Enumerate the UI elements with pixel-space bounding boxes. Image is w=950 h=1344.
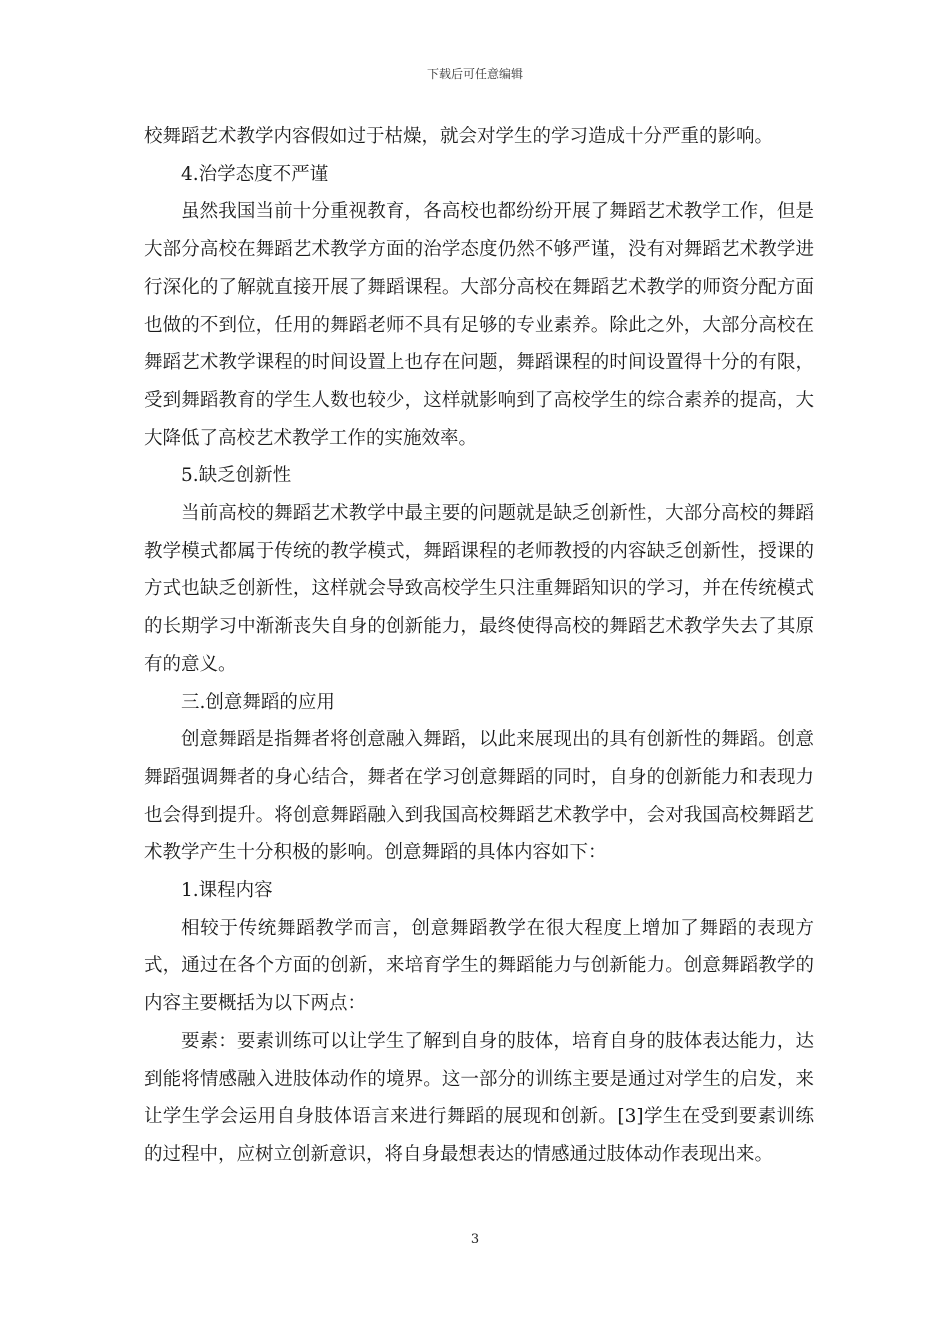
section-heading-5: 5.缺乏创新性 [181,465,292,487]
paragraph-elements: 要素：要素训练可以让学生了解到自身的肢体，培育自身的肢体表达能力，达到能将情感融入进肢体动作的境界。这一部分的训练主要是通过对学生的启发，来让学生学会运用自身肢体语言来进行舞蹈的展现和创新。[3]学生在受到要素训练的过程中，应树立创新意识，将自身最想表达的情感通过肢体动作表现出来。 [144,1030,814,1165]
paragraph-innovation: 当前高校的舞蹈艺术教学中最主要的问题就是缺乏创新性，大部分高校的舞蹈教学模式都属于传统的教学模式，舞蹈课程的老师教授的内容缺乏创新性，授课的方式也缺乏创新性，这样就会导致高校学生只注重舞蹈知识的学习，并在传统模式的长期学习中渐渐丧失自身的创新能力，最终使得高校的舞蹈艺术教学失去了其原有的意义。 [144,503,814,675]
paragraph-attitude: 虽然我国当前十分重视教育，各高校也都纷纷开展了舞蹈艺术教学工作，但是大部分高校在舞蹈艺术教学方面的治学态度仍然不够严谨，没有对舞蹈艺术教学进行深化的了解就直接开展了舞蹈课程。大部分高校在舞蹈艺术教学的师资分配方面也做的不到位，任用的舞蹈老师不具有足够的专业素养。除此之外，大部分高校在舞蹈艺术教学课程的时间设置上也存在问题，舞蹈课程的时间设置得十分的有限，受到舞蹈教育的学生人数也较少，这样就影响到了高校学生的综合素养的提高，大大降低了高校艺术教学工作的实施效率。 [144,201,814,449]
page-number: 3 [470,1232,480,1247]
paragraph-creative-dance: 创意舞蹈是指舞者将创意融入舞蹈，以此来展现出的具有创新性的舞蹈。创意舞蹈强调舞者的身心结合，舞者在学习创意舞蹈的同时，自身的创新能力和表现力也会得到提升。将创意舞蹈融入到我国高校舞蹈艺术教学中，会对我国高校舞蹈艺术教学产生十分积极的影响。创意舞蹈的具体内容如下： [144,729,814,864]
paragraph-continuation: 校舞蹈艺术教学内容假如过于枯燥，就会对学生的学习造成十分严重的影响。 [144,126,774,147]
chapter-heading-3: 三.创意舞蹈的应用 [181,691,335,713]
paragraph-course-content: 相较于传统舞蹈教学而言，创意舞蹈教学在很大程度上增加了舞蹈的表现方式，通过在各个方面的创新，来培育学生的舞蹈能力与创新能力。创意舞蹈教学的内容主要概括为以下两点： [144,917,814,1015]
section-heading-4: 4.治学态度不严谨 [181,163,329,185]
page-header: 下载后可任意编辑 [426,67,523,81]
section-heading-1: 1.课程内容 [181,880,273,902]
document-body [144,118,814,1174]
